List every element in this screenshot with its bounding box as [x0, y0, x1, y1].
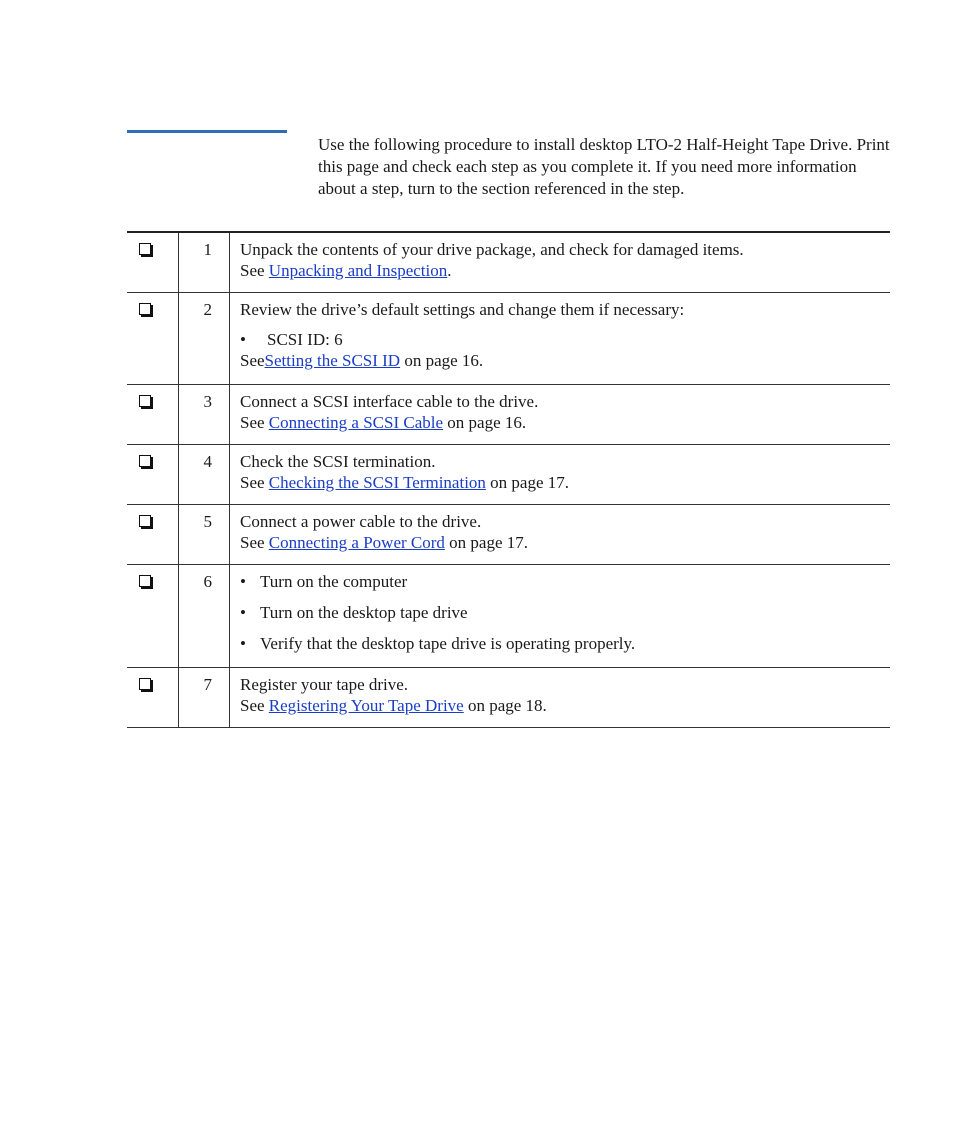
list-item: • Turn on the computer	[240, 571, 880, 592]
checkbox-icon[interactable]	[139, 303, 151, 315]
step-description	[230, 667, 891, 727]
list-item: • SCSI ID: 6	[240, 329, 880, 350]
step-description	[230, 444, 891, 504]
step-description	[230, 232, 891, 292]
see-reference: See Registering Your Tape Drive on page 18.	[240, 695, 547, 715]
table-row	[127, 384, 890, 444]
link-checking-the-scsi-termination[interactable]: Checking the SCSI Termination	[268, 472, 486, 492]
step-description	[230, 504, 891, 564]
section-accent-rule	[127, 130, 287, 133]
see-reference: See Connecting a Power Cord on page 17.	[240, 532, 528, 552]
link-connecting-a-power-cord[interactable]: Connecting a Power Cord	[268, 532, 445, 552]
step-text: Review the drive’s default settings and change them if necessary:	[240, 299, 685, 319]
checkbox-icon[interactable]	[139, 243, 151, 255]
checkbox-icon[interactable]	[139, 515, 151, 527]
step-description	[230, 292, 891, 384]
step-number: 7	[203, 674, 212, 694]
step-text: Register your tape drive.	[240, 674, 409, 694]
see-reference: See Checking the SCSI Termination on page 17.	[240, 472, 570, 492]
list-item: • Turn on the desktop tape drive	[240, 602, 880, 623]
link-registering-your-tape-drive[interactable]: Registering Your Tape Drive	[268, 695, 464, 715]
step-number: 1	[203, 240, 212, 259]
see-reference: See Connecting a SCSI Cable on page 16.	[240, 412, 527, 432]
step-text: Connect a power cable to the drive.	[240, 511, 482, 531]
table-row	[127, 504, 890, 564]
list-item: • Verify that the desktop tape drive is operating properly.	[240, 633, 880, 654]
step-text: Check the SCSI termination.	[240, 451, 436, 471]
table-row	[127, 444, 890, 504]
checkbox-icon[interactable]	[139, 678, 151, 690]
link-connecting-a-scsi-cable[interactable]: Connecting a SCSI Cable	[268, 412, 444, 432]
table-row	[127, 667, 890, 727]
checkbox-icon[interactable]	[139, 575, 151, 587]
step-description	[230, 564, 891, 667]
step-number: 5	[203, 511, 212, 531]
step-number: 3	[203, 391, 212, 411]
checkbox-icon[interactable]	[139, 395, 151, 407]
checkbox-icon[interactable]	[139, 455, 151, 467]
step-number: 2	[203, 299, 212, 319]
step-text: Unpack the contents of your drive package, and check for damaged items.	[240, 240, 744, 259]
see-reference: See Unpacking and Inspection.	[240, 261, 452, 280]
table-row	[127, 564, 890, 667]
step-description	[230, 384, 891, 444]
checklist-table	[127, 231, 890, 728]
step-number: 6	[203, 571, 212, 591]
table-row	[127, 232, 890, 292]
step-number: 4	[203, 451, 212, 471]
link-unpacking-and-inspection[interactable]: Unpacking and Inspection	[268, 261, 448, 280]
bullet-list	[240, 329, 880, 350]
see-reference: SeeSetting the SCSI ID on page 16.	[240, 350, 484, 370]
link-setting-the-scsi-id[interactable]: Setting the SCSI ID	[264, 350, 401, 370]
bullet-list	[240, 571, 880, 654]
intro-paragraph: Use the following procedure to install desktop LTO-2 Half-Height Tape Drive. Print this page and check each step as you complete it. If you need more information about a step, turn to the section referenced in the step.	[318, 135, 890, 198]
table-row	[127, 292, 890, 384]
step-text: Connect a SCSI interface cable to the drive.	[240, 391, 539, 411]
